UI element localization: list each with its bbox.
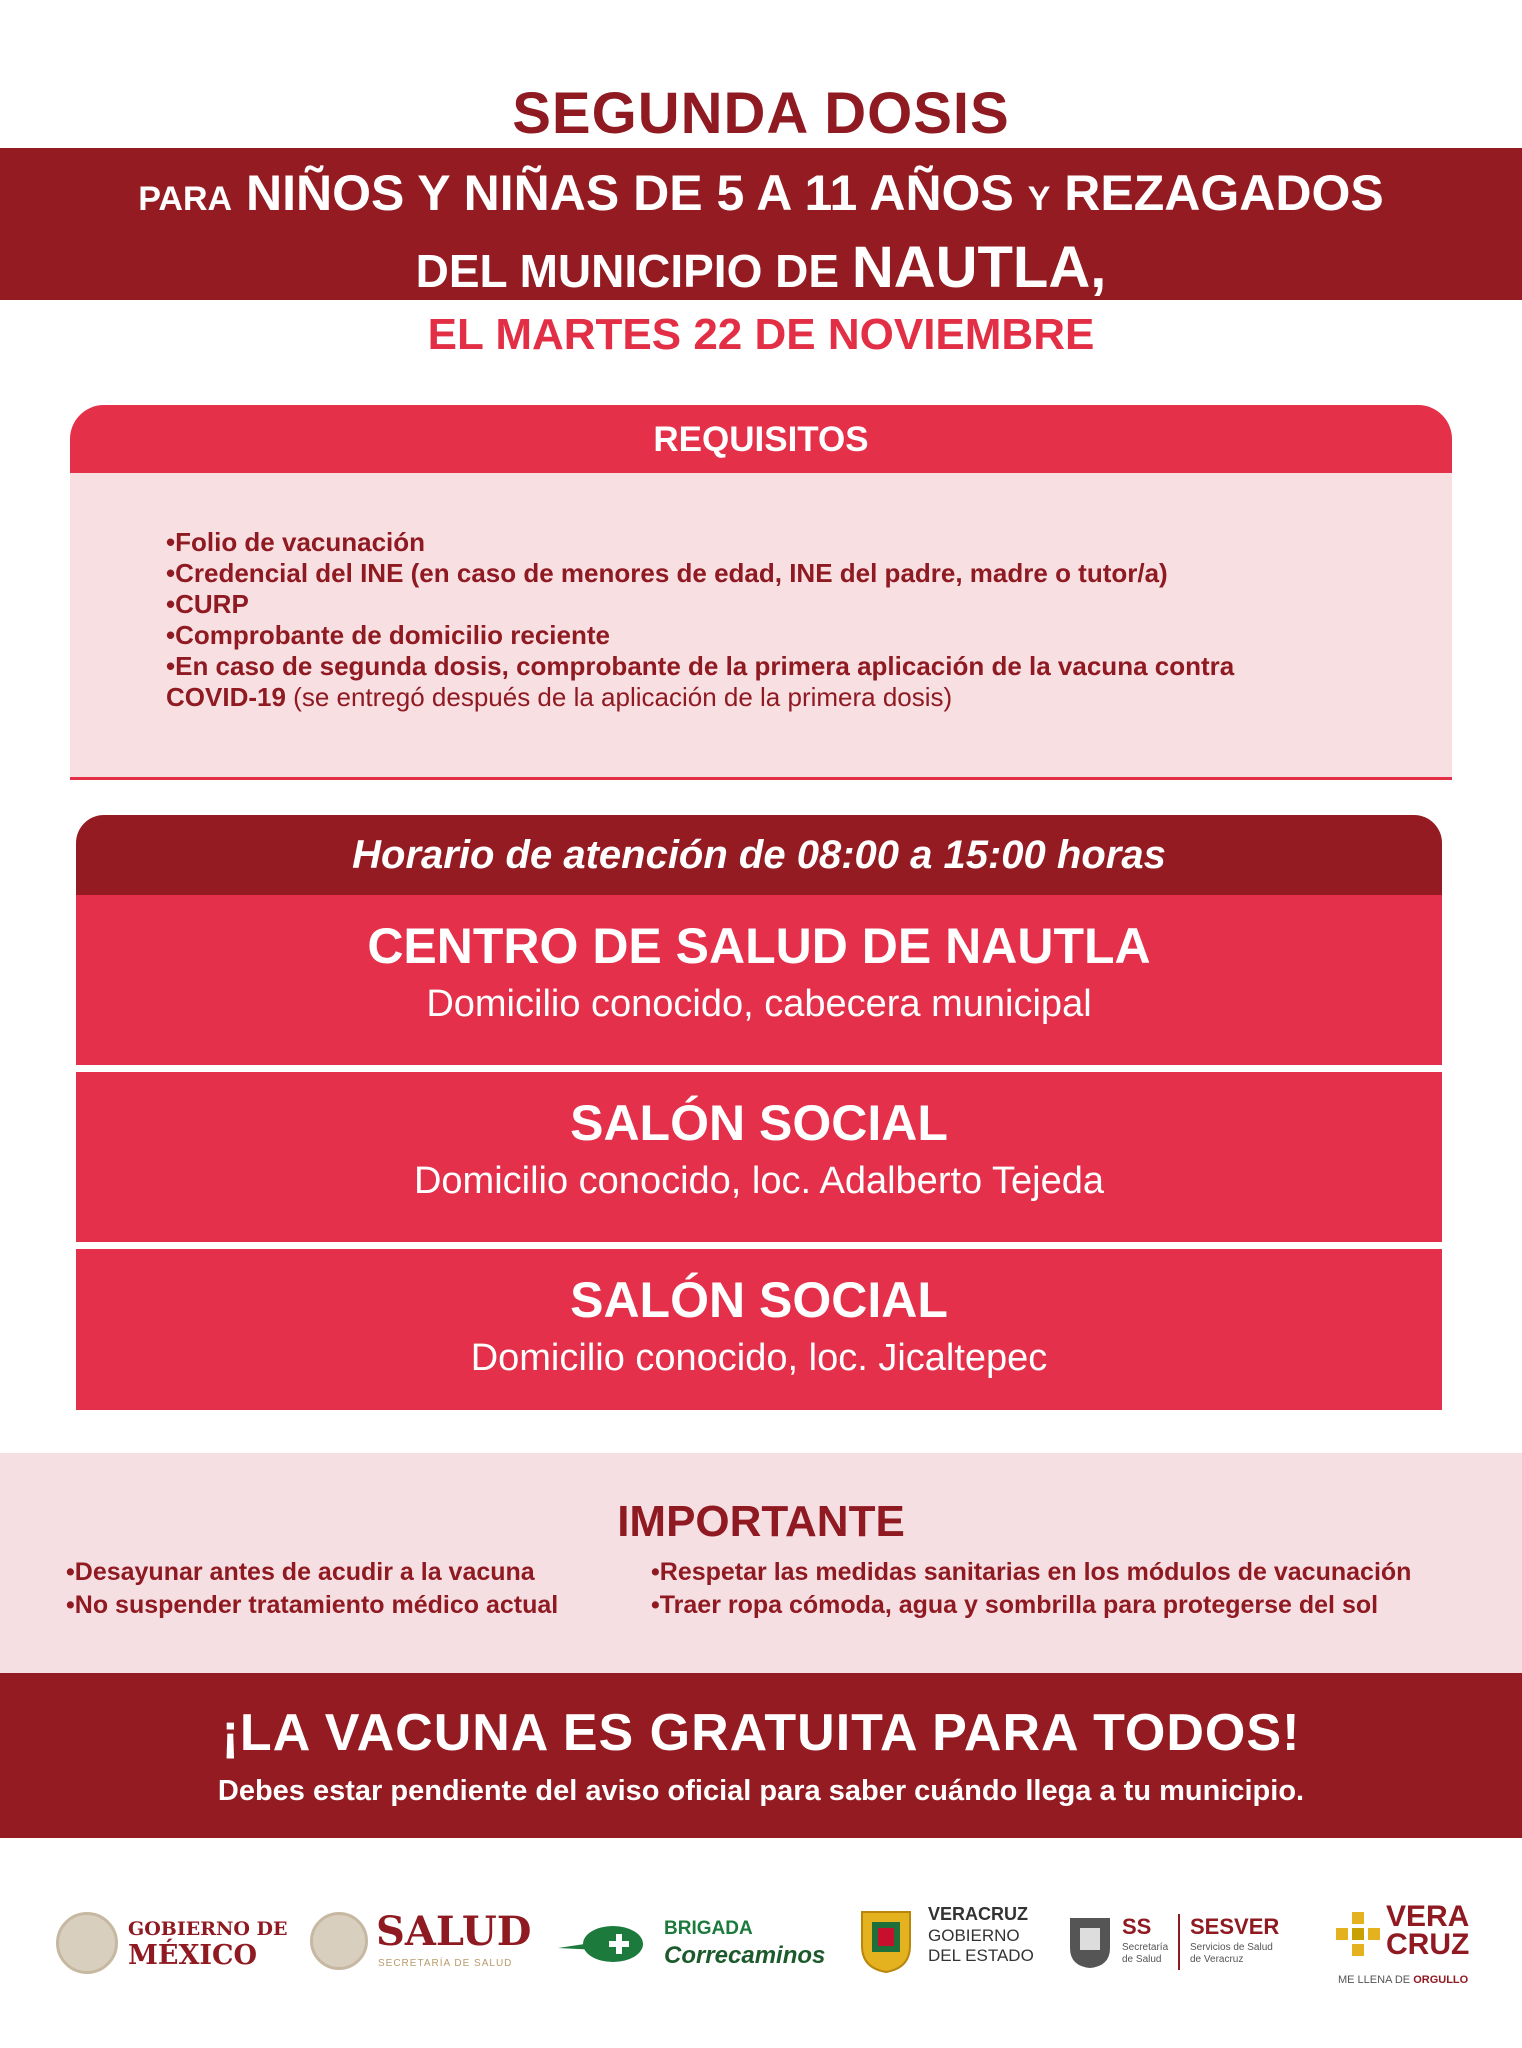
footer-band (0, 1673, 1522, 1838)
list-item: • En caso de segunda dosis, comprobante de la primera aplicación de la vacuna contra (166, 651, 1396, 682)
logo-text: ME LLENA DE (1338, 1974, 1411, 1986)
logo-tagline (1338, 1974, 1468, 1986)
event-date: EL MARTES 22 DE NOVIEMBRE (427, 310, 1095, 359)
logo-text: ORGULLO (1413, 1974, 1469, 1986)
important-item: • Desayunar antes de acudir a la vacuna (66, 1558, 535, 1587)
location-name: CENTRO DE SALUD DE NAUTLA (367, 918, 1151, 974)
logo-text: GOBIERNO (928, 1926, 1020, 1945)
free-vaccine-banner: ¡LA VACUNA ES GRATUITA PARA TODOS! (221, 1704, 1301, 1762)
logo-brigada-correcaminos (558, 1900, 828, 1980)
requirements-title: REQUISITOS (70, 405, 1452, 473)
logo-text: BRIGADA (664, 1918, 753, 1939)
eagle-seal-icon (310, 1912, 368, 1970)
location-card (76, 895, 1442, 1065)
logo-text: de Salud (1122, 1954, 1162, 1965)
logo-text: Servicios de Salud (1190, 1942, 1273, 1953)
logo-text: SESVER (1190, 1914, 1280, 1939)
title-audience: NIÑOS Y NIÑAS DE 5 A 11 AÑOS (245, 165, 1014, 221)
logo-text: de Veracruz (1190, 1954, 1244, 1965)
important-item: • Traer ropa cómoda, agua y sombrilla para protegerse del sol (651, 1591, 1378, 1620)
ss-shield-icon (1066, 1914, 1114, 1970)
logo-text: SECRETARÍA DE SALUD (378, 1958, 513, 1969)
title-rezagados: REZAGADOS (1064, 165, 1384, 221)
pattern-icon (1336, 1912, 1380, 1956)
covid-label: COVID-19 (166, 682, 286, 712)
list-item-continuation (166, 682, 1396, 713)
eagle-seal-icon (56, 1912, 118, 1974)
logo-text: SALUD (376, 1908, 532, 1955)
logo-text: Secretaría (1122, 1942, 1169, 1953)
logo-veracruz-orgullo (1336, 1900, 1476, 2000)
logo-text: DEL ESTADO (928, 1946, 1034, 1965)
logo-text: Correcaminos (664, 1942, 826, 1969)
logo-divider (1178, 1914, 1180, 1970)
location-card (76, 1072, 1442, 1242)
important-item: • Respetar las medidas sanitarias en los módulos de vacunación (651, 1558, 1411, 1587)
location-address: Domicilio conocido, loc. Jicaltepec (470, 1337, 1048, 1379)
logo-text: VERACRUZ (928, 1904, 1029, 1924)
logo-text: GOBIERNO DE (128, 1918, 288, 1940)
official-notice: Debes estar pendiente del aviso oficial para saber cuándo llega a tu municipio. (217, 1775, 1305, 1807)
logo-ss-sesver (1066, 1900, 1306, 1980)
location-name: SALÓN SOCIAL (570, 1095, 948, 1151)
important-item: • No suspender tratamiento médico actual (66, 1591, 558, 1620)
logo-salud (310, 1900, 530, 1980)
logo-veracruz-gobierno (858, 1900, 1034, 1980)
important-band (0, 1453, 1522, 1673)
title-municipio: NAUTLA, (851, 235, 1107, 300)
location-card (76, 1249, 1442, 1410)
title-prefix: PARA (138, 180, 233, 218)
list-item: • Folio de vacunación (166, 527, 1396, 558)
logo-text: VERA (1386, 1900, 1470, 1933)
location-name: SALÓN SOCIAL (570, 1272, 948, 1328)
logo-text: MÉXICO (128, 1940, 258, 1971)
logo-text: SS (1122, 1914, 1152, 1939)
list-item: • CURP (166, 589, 1396, 620)
list-item: • Credencial del INE (en caso de menores de edad, INE del padre, madre o tutor/a) (166, 558, 1396, 589)
logo-gobierno-mexico (56, 1900, 288, 1980)
important-title: IMPORTANTE (617, 1497, 905, 1546)
requirements-list (166, 527, 1396, 713)
logo-text: CRUZ (1386, 1928, 1470, 1961)
location-address: Domicilio conocido, loc. Adalberto Tejeda (413, 1160, 1105, 1202)
title-band (0, 148, 1522, 300)
roadrunner-icon (558, 1918, 658, 1968)
location-address: Domicilio conocido, cabecera municipal (426, 983, 1092, 1025)
state-shield-icon (858, 1906, 914, 1974)
requirements-box (70, 405, 1452, 780)
title-municipio-prefix: DEL MUNICIPIO DE (415, 245, 840, 297)
title-connector: Y (1027, 180, 1051, 218)
schedule-hours: Horario de atención de 08:00 a 15:00 horas (76, 815, 1442, 895)
page-title: SEGUNDA DOSIS (512, 81, 1010, 146)
list-item: • Comprobante de domicilio reciente (166, 620, 1396, 651)
title-line-2 (0, 234, 1522, 301)
title-line-1 (0, 164, 1522, 222)
covid-note: (se entregó después de la aplicación de la primera dosis) (293, 682, 953, 712)
